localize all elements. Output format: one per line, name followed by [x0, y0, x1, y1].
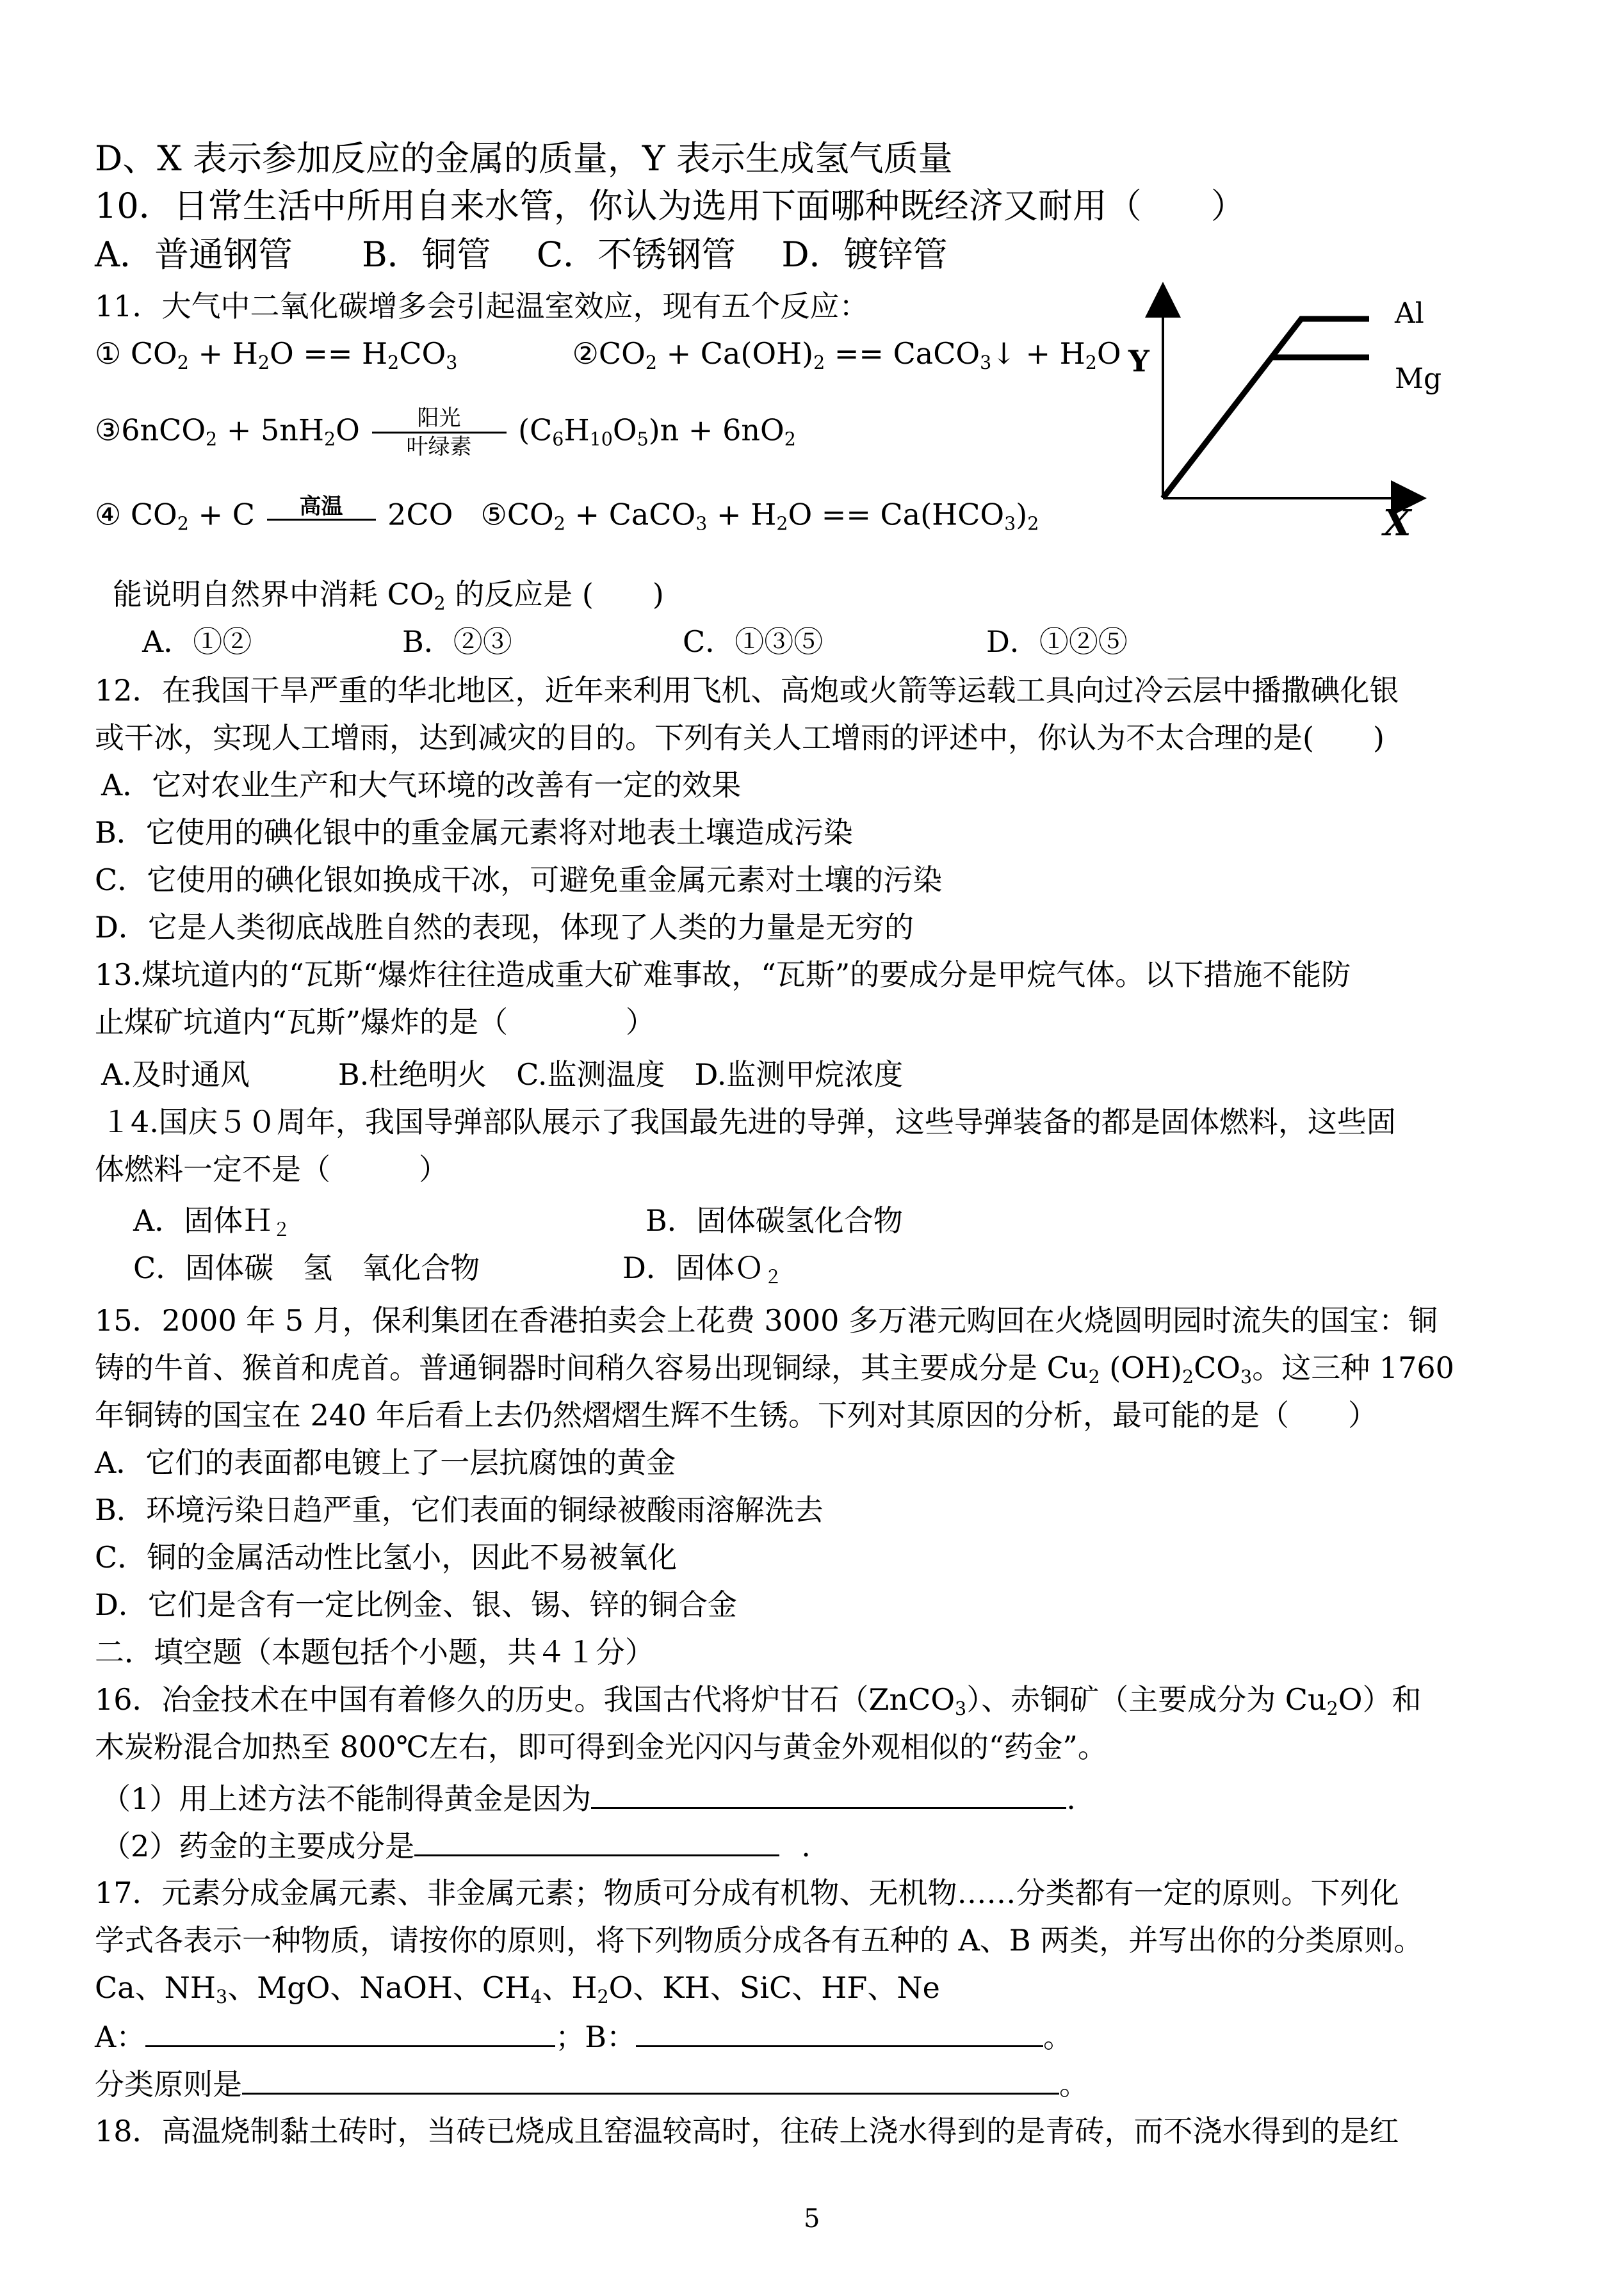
x-axis-label: X: [1383, 502, 1411, 544]
q13-options: A.及时通风 B.杜绝明火 C.监测温度 D.监测甲烷浓度: [101, 1057, 904, 1092]
q15-option-d: D．它们是含有一定比例金、银、锡、锌的铜合金: [95, 1587, 737, 1622]
y-axis-label: Y: [1128, 344, 1149, 378]
q14-option-a: A．固体Ｈ$_2$: [133, 1203, 291, 1240]
q16-answer-blank-1[interactable]: [591, 1779, 1066, 1809]
q13-stem-line-2: 止煤矿坑道内“瓦斯”爆炸的是（ ）: [95, 1005, 656, 1039]
high-temp-condition: 高温: [267, 494, 376, 540]
q16-part-1: （1）用上述方法不能制得黄金是因为 .: [101, 1779, 1076, 1818]
q14-option-b: B．固体碳氢化合物: [646, 1203, 903, 1238]
al-line: [1163, 319, 1369, 498]
q18-stem: 18．高温烧制黏土砖时，当砖已烧成且窑温较高时，往砖上浇水得到的是青砖，而不浇水得到的是红: [95, 2114, 1399, 2148]
q17-class-a-blank[interactable]: [145, 2017, 555, 2047]
q16-answer-blank-2[interactable]: [414, 1826, 779, 1856]
q16-part-2: （2）药金的主要成分是 .: [101, 1826, 811, 1865]
q16-stem-line-2: 木炭粉混合加热至 800℃左右，即可得到金光闪闪与黄金外观相似的“药金”。: [95, 1730, 1107, 1764]
q15-option-a: A．它们的表面都电镀上了一层抗腐蚀的黄金: [95, 1445, 676, 1480]
section-2-heading: 二．填空题（本题包括个小题，共４１分）: [95, 1635, 654, 1669]
q14-stem-line-1: １4.国庆５０周年，我国导弹部队展示了我国最先进的导弹，这些导弹装备的都是固体燃料，这些固: [101, 1105, 1396, 1139]
q12-stem-line-2: 或干冰，实现人工增雨，达到减灾的目的。下列有关人工增雨的评述中，你认为不太合理的是( ): [95, 720, 1384, 755]
q10-stem: 10．日常生活中所用自来水管，你认为选用下面哪种既经济又耐用（ ）: [95, 186, 1246, 226]
q13-stem-line-1: 13.煤坑道内的“瓦斯“爆炸往往造成重大矿难事故，“瓦斯”的要成分是甲烷气体。以下措施不能防: [95, 957, 1351, 992]
q17-formulas: Ca、$NH_3$、MgO、NaOH、$CH_4$、$H_2O$、KH、SiC、HF、Ne: [95, 1970, 940, 2007]
q11-reaction-3: ③6nCO$_2$ + $5nH_2O$ $\frac{\text{阳光}}{\text{叶绿素}}$ $(C_6H_{10}O_5)n + 6nO_2$: [95, 405, 796, 460]
q11-option-b: B．②③: [402, 624, 512, 659]
q10-options: A．普通钢管 B．铜管 C．不锈钢管 D．镀锌管: [95, 234, 948, 275]
q11-option-d: D．①②⑤: [986, 624, 1128, 659]
q16-stem-line-1: 16．冶金技术在中国有着修久的历史。我国古代将炉甘石（ZnCO$_3$）、赤铜矿（主要成分为 $Cu_2O$）和: [95, 1682, 1422, 1719]
q15-stem-line-3: 年铜铸的国宝在 240 年后看上去仍然熠熠生辉不生锈。下列对其原因的分析，最可能的是（ ）: [95, 1398, 1378, 1432]
q17-stem-line-1: 17．元素分成金属元素、非金属元素；物质可分成有机物、无机物……分类都有一定的原则。下列化: [95, 1876, 1399, 1910]
q17-classes: A： ；B： 。: [95, 2017, 1073, 2056]
al-label: Al: [1395, 297, 1424, 330]
q11-reaction-4-5: ④ $CO_2 + C$ 高温 2CO $⑤CO_2$ + CaCO$_3$ + $H_2O == Ca(HCO_3)_2$: [95, 494, 1039, 543]
photosynthesis-condition: $\frac{\text{阳光}}{\text{叶绿素}}$: [372, 405, 507, 460]
q11-option-a: A．①②: [142, 624, 252, 659]
q11-reaction-1-2: ① $CO_2 + H_2O == H_2CO_3$ $②CO_2 + Ca(OH)_2$ == CaCO$_3$↓ + $H_2O$: [95, 336, 1121, 373]
q11-option-c: C．①③⑤: [683, 624, 824, 659]
q14-stem-line-2: 体燃料一定不是（ ）: [95, 1152, 448, 1187]
page-number: 5: [804, 2204, 820, 2234]
q11-question: 能说明自然界中消耗 $CO_2$ 的反应是 ( ): [113, 577, 664, 614]
q14-option-c: C．固体碳 氢 氧化合物: [133, 1251, 480, 1285]
metal-hydrogen-graph: [1101, 282, 1460, 564]
q12-option-d: D．它是人类彻底战胜自然的表现，体现了人类的力量是无穷的: [95, 910, 914, 945]
mg-label: Mg: [1395, 362, 1442, 395]
q12-option-c: C．它使用的碘化银如换成干冰，可避免重金属元素对土壤的污染: [95, 863, 943, 897]
q15-stem-line-1: 15．2000 年 5 月，保利集团在香港拍卖会上花费 3000 多万港元购回在火烧圆明园时流失的国宝：铜: [95, 1303, 1438, 1338]
q12-option-b: B．它使用的碘化银中的重金属元素将对地表土壤造成污染: [95, 815, 853, 850]
q12-stem-line-1: 12．在我国干旱严重的华北地区，近年来利用飞机、高炮或火箭等运载工具向过冷云层中播撒碘化银: [95, 673, 1399, 708]
q17-principle-blank[interactable]: [242, 2064, 1059, 2095]
q17-principle: 分类原则是 。: [95, 2064, 1089, 2104]
q9-option-d: D、X 表示参加反应的金属的质量，Y 表示生成氢气质量: [95, 138, 953, 179]
q11-stem: 11．大气中二氧化碳增多会引起温室效应，现有五个反应：: [95, 289, 869, 323]
q14-option-d: D．固体Ｏ$_2$: [622, 1251, 783, 1288]
q12-option-a: A．它对农业生产和大气环境的改善有一定的效果: [101, 768, 742, 802]
q15-option-b: B．环境污染日趋严重，它们表面的铜绿被酸雨溶解洗去: [95, 1493, 824, 1527]
q15-stem-line-2: 铸的牛首、猴首和虎首。普通铜器时间稍久容易出现铜绿，其主要成分是 $Cu_2$ $(OH)_2CO_3$。这三种 1760: [95, 1350, 1454, 1388]
q17-stem-line-2: 学式各表示一种物质，请按你的原则，将下列物质分成各有五种的 A、B 两类，并写出你的分类原则。: [95, 1923, 1424, 1958]
q17-class-b-blank[interactable]: [636, 2017, 1043, 2047]
q15-option-c: C．铜的金属活动性比氢小，因此不易被氧化: [95, 1540, 678, 1575]
